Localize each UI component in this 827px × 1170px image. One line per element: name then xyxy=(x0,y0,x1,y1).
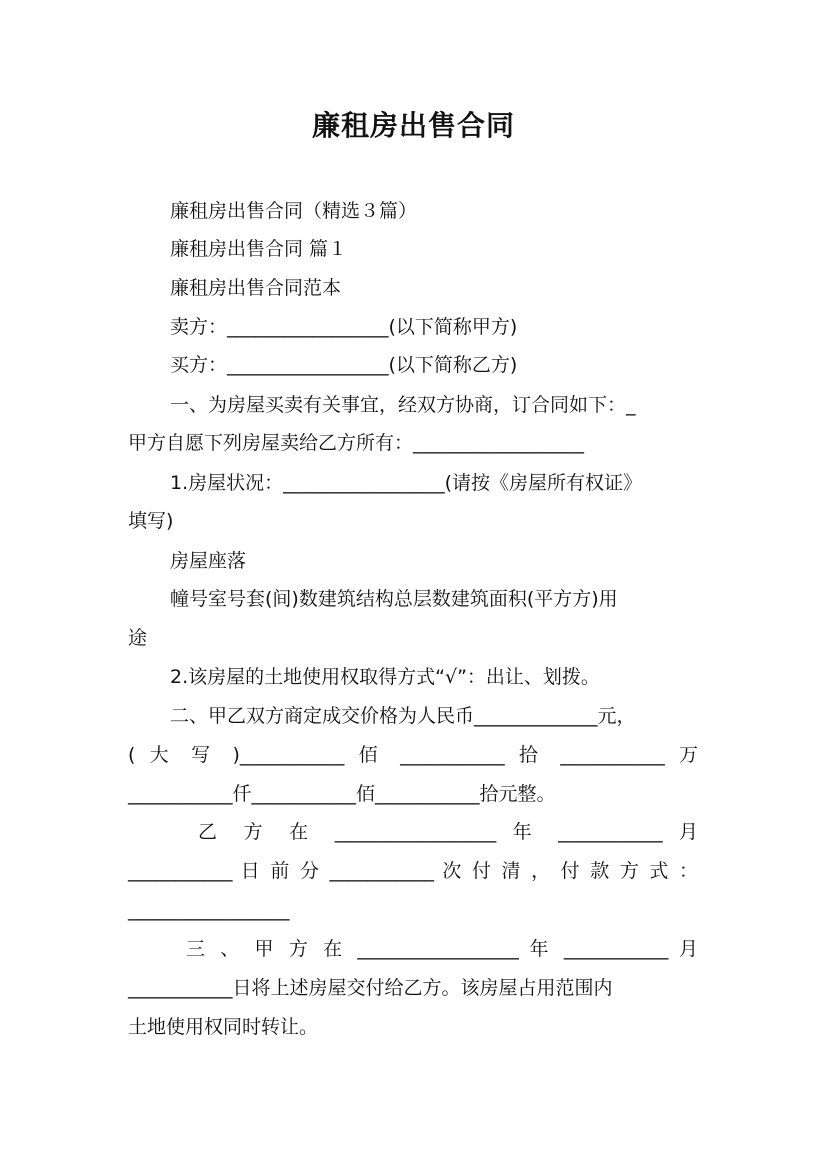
property-location-label: 房屋座落 xyxy=(170,550,247,572)
payment-date-line: 乙 方 在 _________________ 年 ___________ 月 xyxy=(198,821,698,843)
payment-method-blank: _________________ xyxy=(128,899,290,921)
clause-three-continuation: ___________日将上述房屋交付给乙方。该房屋占用范围内 xyxy=(128,977,613,999)
price-words-line: ( 大 写 )___________ 佰 ___________ 拾 ___________ 万 xyxy=(128,744,698,766)
price-words-continuation: ___________仟___________佰___________拾元整。 xyxy=(128,783,556,805)
property-fields-continuation: 途 xyxy=(128,627,148,649)
property-status-line: 1.房屋状况：_________________(请按《房屋所有权证》 xyxy=(170,472,643,494)
payment-method-line: ___________ 日 前 分 ___________ 次 付 清 ， 付 款 方 式 ： xyxy=(128,860,698,882)
contract-template-heading: 廉租房出售合同范本 xyxy=(170,277,342,299)
seller-line: 卖方：_________________(以下简称甲方) xyxy=(170,316,518,338)
clause-one-continuation: 甲方自愿下列房屋卖给乙方所有：__________________ xyxy=(128,432,585,454)
subtitle-line: 廉租房出售合同（精选３篇） xyxy=(170,200,418,222)
land-transfer-line: 土地使用权同时转让。 xyxy=(128,1016,319,1038)
clause-one-line: 一、为房屋买卖有关事宜，经双方协商，订合同如下：_ xyxy=(170,394,636,416)
property-status-continuation: 填写) xyxy=(128,510,174,532)
document-title: 廉租房出售合同 xyxy=(311,109,515,142)
clause-three-line: 三 、 甲 方 在 _________________ 年 ___________ 月 xyxy=(186,938,698,960)
buyer-line: 买方：_________________(以下简称乙方) xyxy=(170,354,518,376)
property-fields-line: 幢号室号套(间)数建筑结构总层数建筑面积(平方方)用 xyxy=(170,588,618,610)
land-use-line: 2.该房屋的土地使用权取得方式“√”：出让、划拨。 xyxy=(170,666,600,688)
clause-two-line: 二、甲乙双方商定成交价格为人民币_____________元， xyxy=(170,705,636,727)
section-heading: 廉租房出售合同 篇１ xyxy=(170,238,348,260)
